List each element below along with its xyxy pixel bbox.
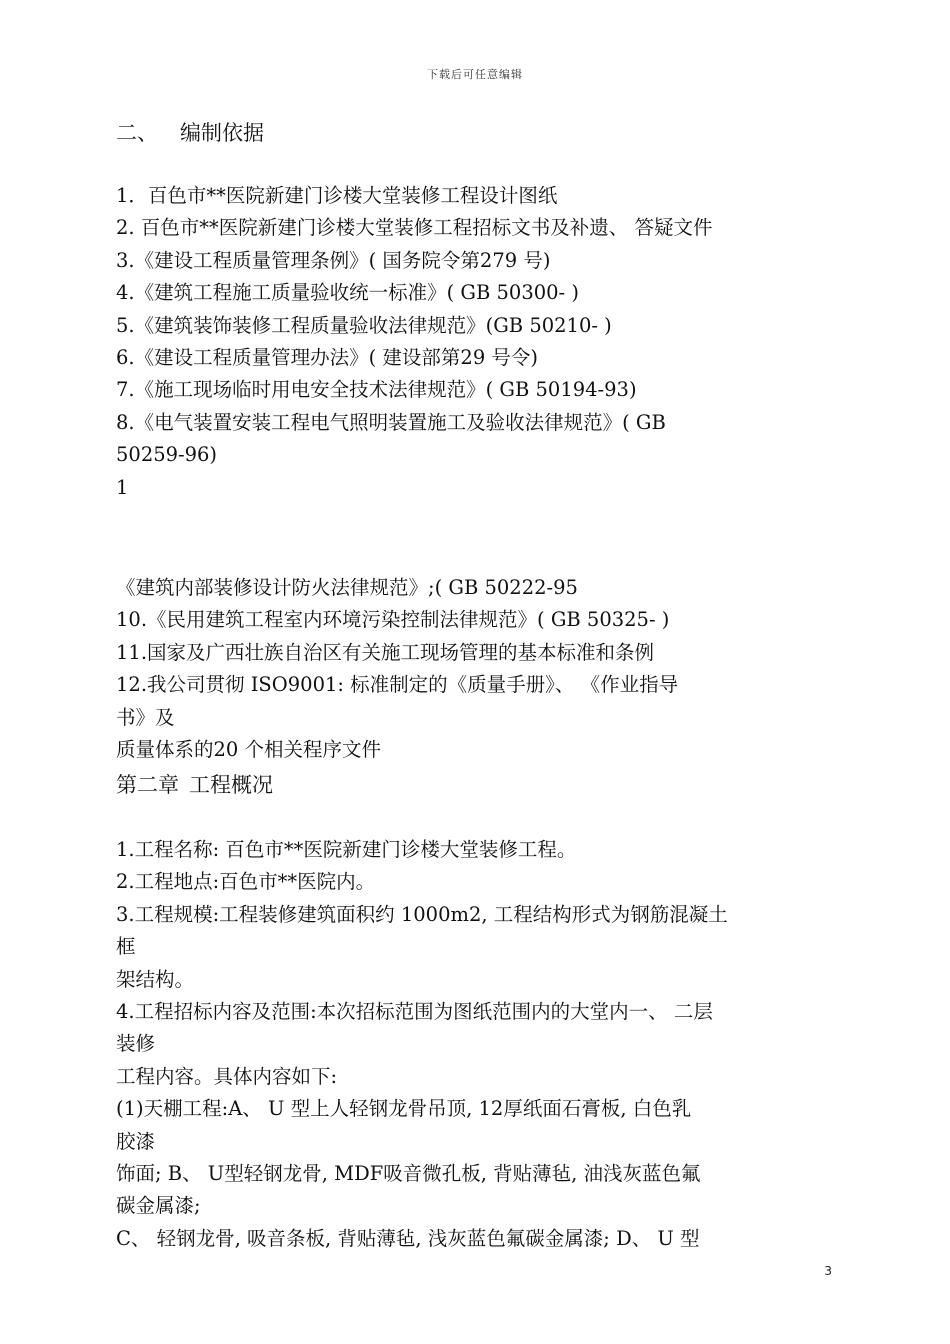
section-heading <box>116 118 264 148</box>
list-item: 《建筑内部装修设计防火法律规范》;( GB 50222-95 <box>116 576 578 599</box>
list-item: 2. 百色市**医院新建门诊楼大堂装修工程招标文书及补遗、 答疑文件 <box>116 216 713 240</box>
paragraph-line: 3.工程规模:工程装修建筑面积约 1000m2, 工程结构形式为钢筋混凝土 <box>116 902 728 926</box>
paragraph-line: (1)天棚工程:A、 U 型上人轻钢龙骨吊顶, 12厚纸面石膏板, 白色乳 <box>116 1097 692 1121</box>
paragraph-line: 框 <box>116 935 136 959</box>
chapter-number: 第二章 <box>116 773 179 797</box>
section-heading-title: 编制依据 <box>180 121 264 145</box>
list-item: 8.《电气装置安装工程电气照明装置施工及验收法律规范》( GB <box>116 410 666 434</box>
paragraph-line: 2.工程地点:百色市**医院内。 <box>116 870 376 894</box>
chapter-name: 工程概况 <box>189 773 273 797</box>
list-item: 1 <box>116 475 129 499</box>
list-item: 书》及 <box>116 705 175 729</box>
paragraph-line: 架结构。 <box>116 967 195 991</box>
list-item: 10.《民用建筑工程室内环境污染控制法律规范》( GB 50325- ) <box>116 608 670 632</box>
chapter-title <box>116 769 273 801</box>
paragraph-line: 装修 <box>116 1032 156 1056</box>
paragraph-line: 胶漆 <box>116 1129 156 1153</box>
paragraph-line: 饰面; B、 U型轻钢龙骨, MDF吸音微孔板, 背贴薄毡, 油浅灰蓝色氟 <box>116 1161 701 1185</box>
basis-list-part1 <box>116 180 836 504</box>
paragraph-line: 1.工程名称: 百色市**医院新建门诊楼大堂装修工程。 <box>116 838 577 861</box>
list-item: 4.《建筑工程施工质量验收统一标准》( GB 50300- ) <box>116 281 579 305</box>
paragraph-line: 工程内容。具体内容如下: <box>116 1064 338 1088</box>
list-item: 7.《施工现场临时用电安全技术法律规范》( GB 50194-93) <box>116 378 637 402</box>
list-item: 6.《建设工程质量管理办法》( 建设部第29 号令) <box>116 345 539 369</box>
list-item: 1．百色市**医院新建门诊楼大堂装修工程设计图纸 <box>116 184 558 207</box>
paragraph-line: 4.工程招标内容及范围:本次招标范围为图纸范围内的大堂内一、 二层 <box>116 999 713 1023</box>
section-heading-number: 二、 <box>116 121 158 145</box>
paragraph-line: C、 轻钢龙骨, 吸音条板, 背贴薄毡, 浅灰蓝色氟碳金属漆; D、 U 型 <box>116 1226 700 1250</box>
list-item: 3.《建设工程质量管理条例》( 国务院令第279 号) <box>116 248 551 272</box>
list-item: 5.《建筑装饰装修工程质量验收法律规范》(GB 50210- ) <box>116 313 612 337</box>
basis-list-part2 <box>116 572 836 766</box>
list-item: 50259-96) <box>116 443 218 467</box>
header-note: 下载后可任意编辑 <box>427 68 523 81</box>
paragraph-line: 碳金属漆; <box>116 1194 201 1218</box>
overview-section <box>116 834 836 1255</box>
page-number: 3 <box>824 1264 832 1278</box>
list-item: 11.国家及广西壮族自治区有关施工现场管理的基本标准和条例 <box>116 640 655 664</box>
list-item: 12.我公司贯彻 ISO9001: 标准制定的《质量手册》、 《作业指导 <box>116 673 679 697</box>
list-item: 质量体系的20 个相关程序文件 <box>116 737 382 761</box>
